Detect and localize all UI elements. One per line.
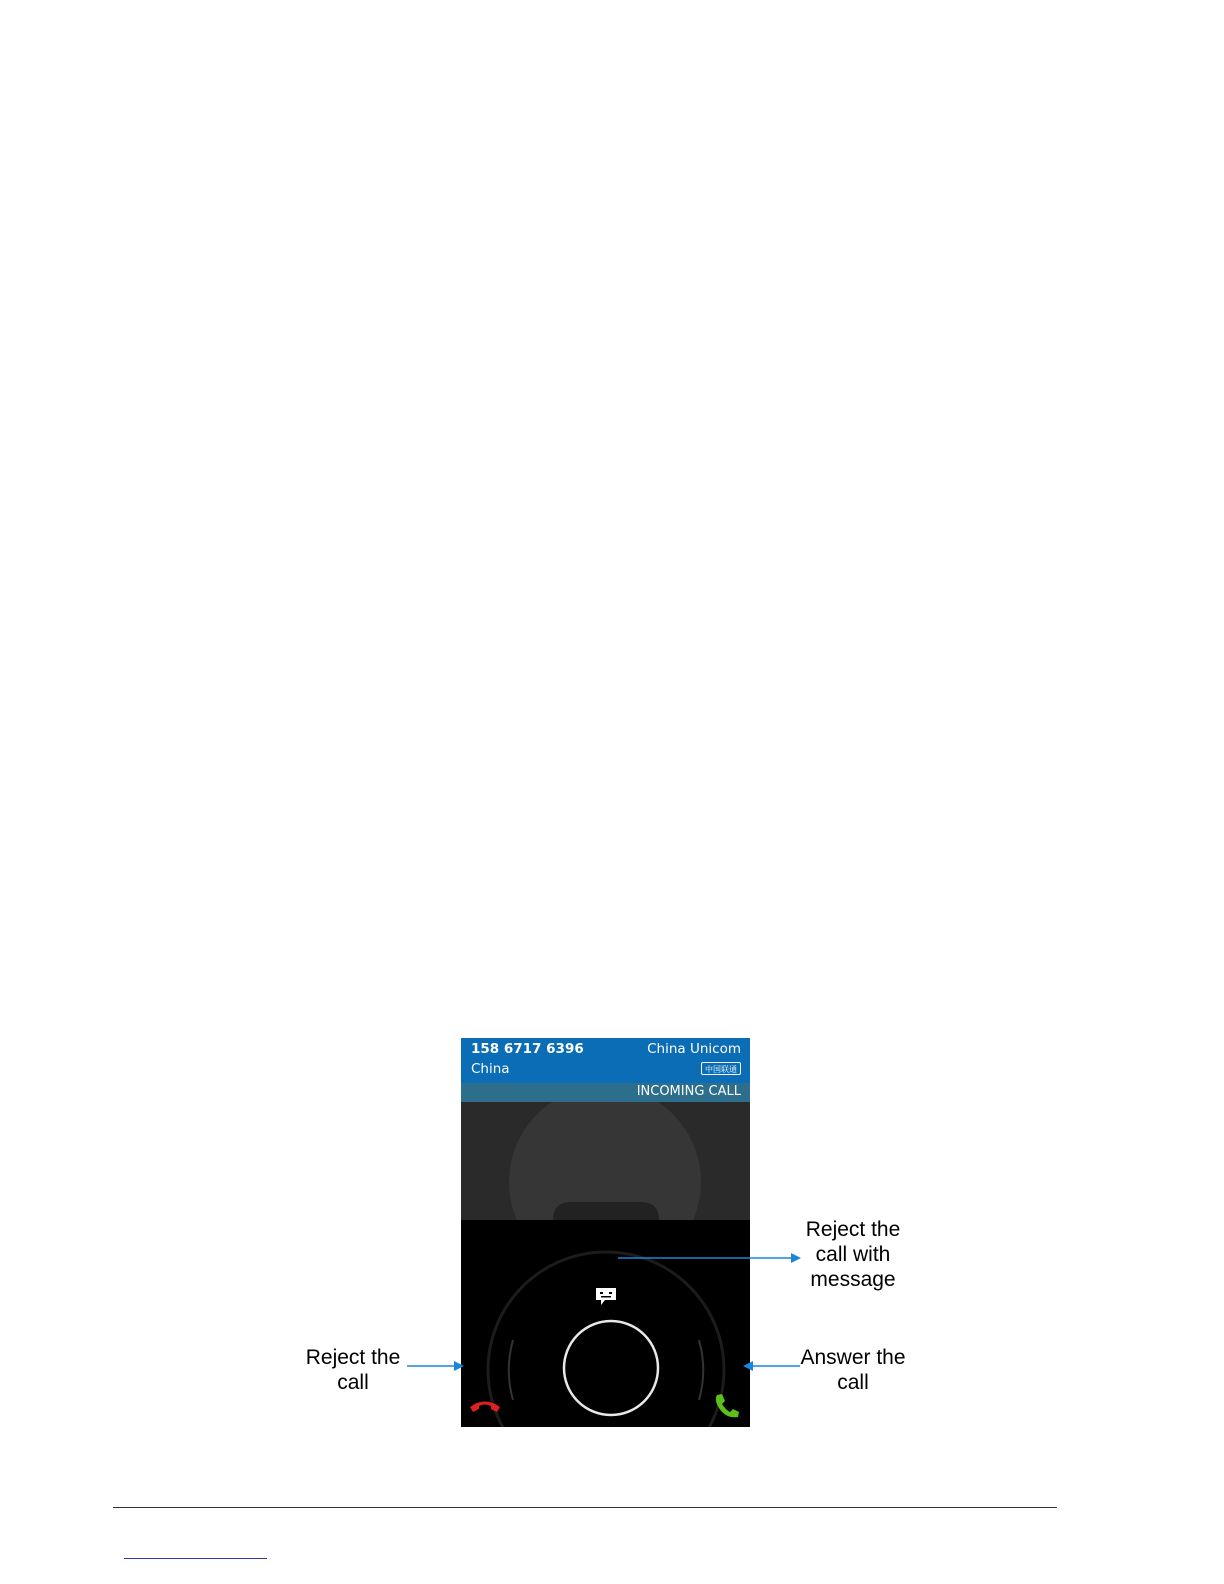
call-status: INCOMING CALL — [636, 1084, 741, 1099]
label-line: call — [337, 1371, 369, 1394]
label-line: Reject the — [805, 1218, 901, 1241]
label-line: call with — [815, 1243, 891, 1266]
label-line: message — [810, 1268, 896, 1291]
carrier-logo: 中国联通 — [701, 1062, 741, 1075]
footer-link-underline[interactable] — [124, 1558, 267, 1559]
label-line: call — [837, 1371, 869, 1394]
caller-location: China — [471, 1061, 510, 1077]
carrier-name: China Unicom — [647, 1041, 741, 1057]
label-reject-call — [288, 1345, 418, 1395]
label-line: Reject the — [305, 1346, 401, 1369]
caller-number: 158 6717 6396 — [471, 1041, 584, 1057]
footer-divider — [113, 1507, 1057, 1508]
label-answer-call — [788, 1345, 918, 1395]
label-line: Answer the — [800, 1346, 906, 1369]
label-reject-with-message — [788, 1217, 918, 1292]
